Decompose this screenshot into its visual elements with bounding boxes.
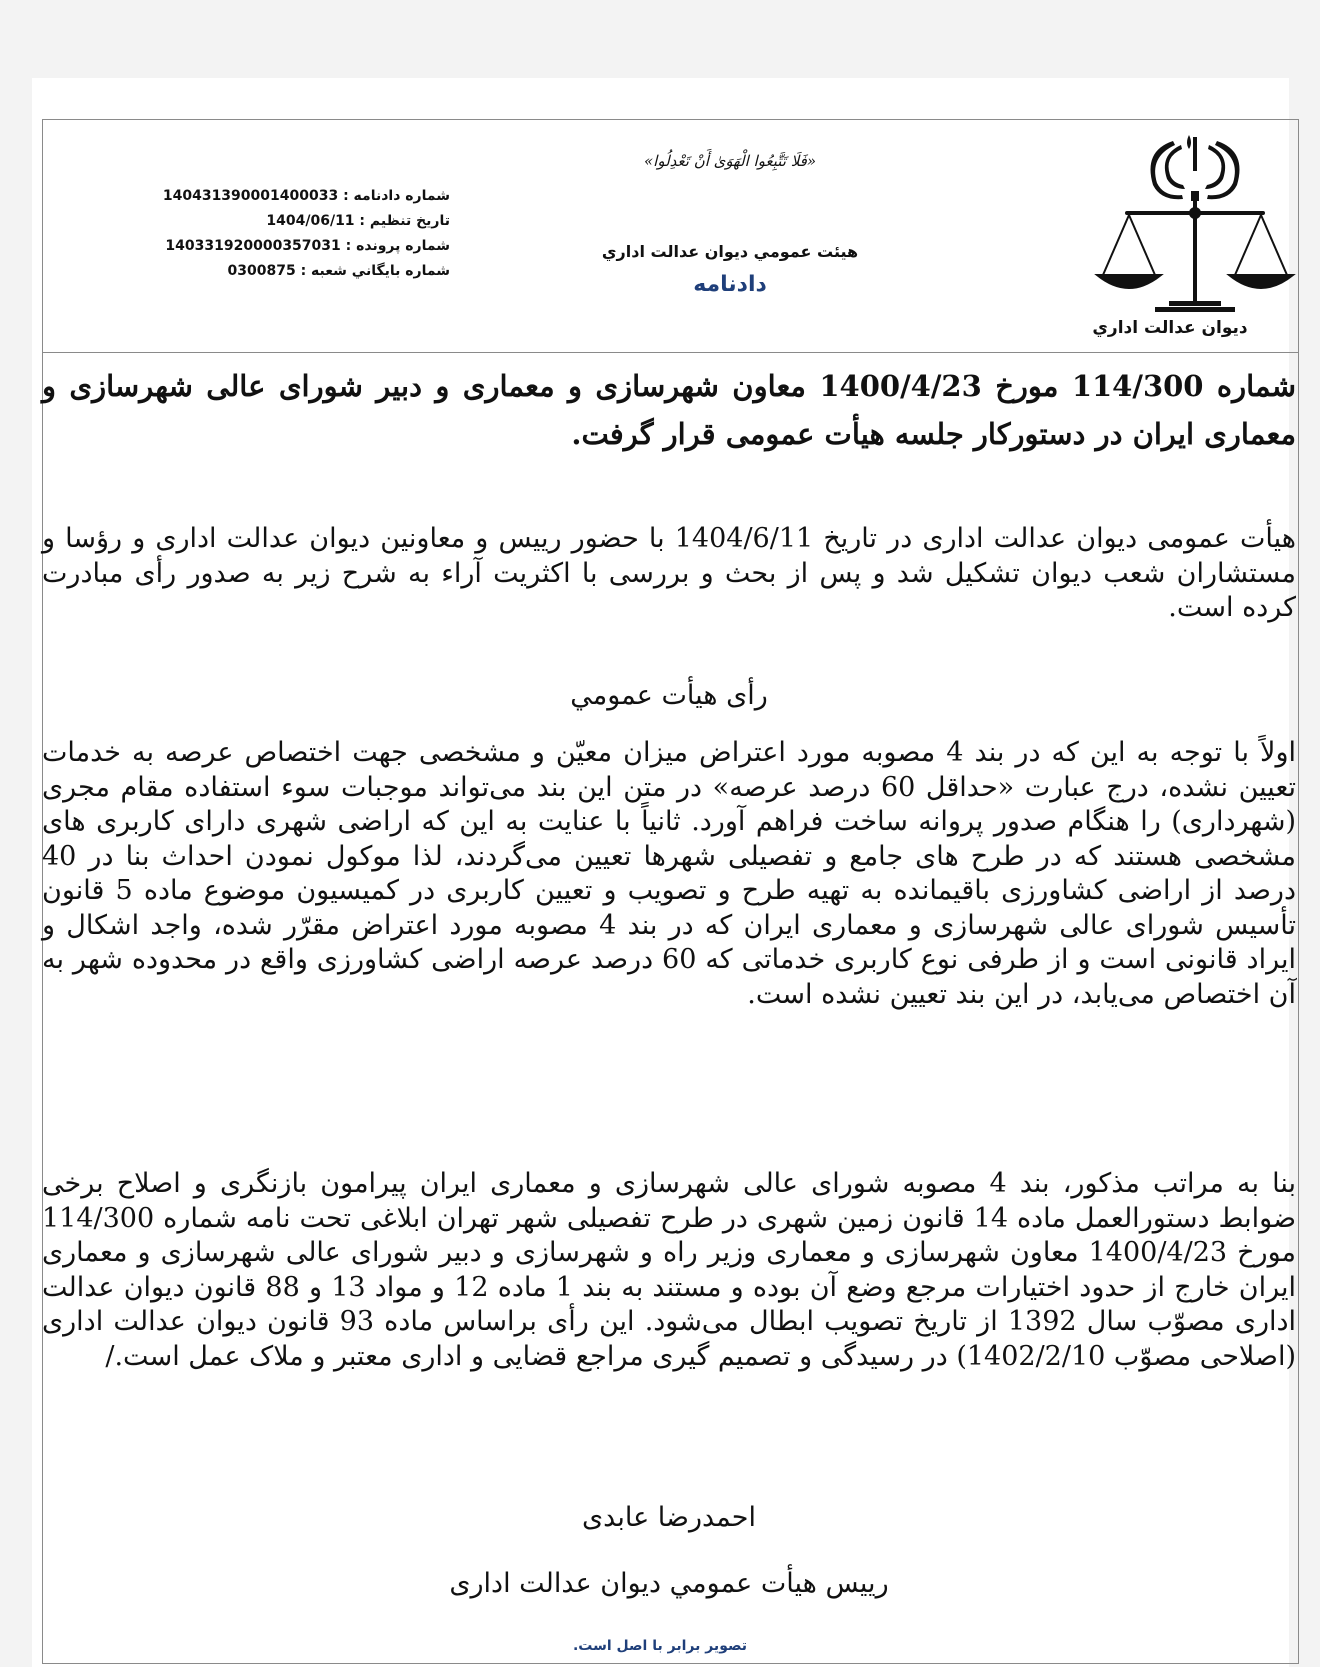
meta-value: 1404/06/11: [266, 213, 355, 229]
certification-note: تصوير برابر با اصل است.: [572, 1638, 748, 1654]
meta-value: 0300875: [227, 263, 296, 279]
session-paragraph: هیأت عمومی دیوان عدالت اداری در تاریخ 1404/6/11 با حضور رییس و معاونین دیوان عدالت اداری و رؤسا و مستشاران شعب دیوان تشکیل شد و پس از بحث و بررسی با اکثریت آراء به شرح زیر به صدور رأی مبادرت کرده است.: [42, 523, 1296, 623]
ruling-paragraph-2: بنا به مراتب مذکور، بند 4 مصوبه شورای عالی شهرسازی و معماری ایران پیرامون بازنگری و اصلاح برخی ضوابط دستورالعمل ماده 14 قانون زمین شهری در طرح تفصیلی شهر تهران ابلاغی تحت نامه شماره 114/300 مورخ 1400/4/23 معاون شهرسازی و معماری وزیر راه و شهرسازی و دبیر شورای عالی شهرسازی و معماری ایران خارج از حدود اختیارات مرجع وضع آن بوده و مستند به بند 1 ماده 12 و مواد 13 و 88 قانون دیوان عدالت اداری مصوّب سال 1392 از تاریخ تصویب ابطال می‌شود. این رأی براساس ماده 93 قانون دیوان عدالت اداری (اصلاحی مصوّب 1402/2/10) در رسیدگی و تصمیم گیری مراجع قضایی و اداری معتبر و ملاک عمل است./: [42, 1168, 1297, 1372]
ruling-paragraph-1: اولاً با توجه به این که در بند 4 مصوبه مورد اعتراض میزان معیّن و مشخصی جهت اختصاص عرصه به خدمات تعیین نشده، درج عبارت «حداقل 60 درصد عرصه» در متن این بند می‌تواند موجبات سوء استفاده مقام مجری (شهرداری) را هنگام صدور پروانه ساخت فراهم آورد. ثانیاً با عنایت به این که اراضی شهری دارای کاربری های مشخصی هستند که در طرح های جامع و تفصیلی شهرها تعیین می‌گردند، لذا موکول نمودن احداث بنا در 40 درصد از اراضی کشاورزی باقیمانده به تهیه طرح و تصویب و تعیین کاربری در کمیسیون موضوع ماده 5 قانون تأسیس شورای عالی شهرسازی و معماری ایران که در بند 4 مصوبه مورد اعتراض مقرّر شده، واجد اشکال و ایراد قانونی است و از طرفی نوع کاربری خدماتی که 60 درصد عرصه اراضی کشاورزی واقع در محدوده شهر به آن اختصاص می‌یابد، در این بند تعیین نشده است.: [42, 737, 1297, 1010]
meta-row-archive-number: [120, 259, 450, 284]
signer-title: رییس هیأت عمومي ديوان عدالت اداری: [449, 1568, 889, 1599]
quran-verse: «فَلَا تَتَّبِعُوا الْهَوَىٰ أَنْ تَعْدِلُوا»: [643, 152, 817, 170]
signer-name: احمدرضا عابدی: [582, 1502, 756, 1533]
meta-value: 140431390001400033: [162, 188, 339, 204]
court-name-label: ديوان عدالت اداري: [1092, 318, 1248, 338]
header-divider: [42, 352, 1299, 353]
meta-value: 140331920000357031: [165, 238, 341, 254]
meta-row-case-number: [120, 234, 450, 259]
meta-label: تاريخ تنظيم :: [359, 213, 450, 229]
meta-label: شماره پرونده :: [345, 238, 450, 254]
court-emblem-icon: [1085, 125, 1305, 325]
ruling-title: رأی هیأت عمومي: [570, 680, 768, 711]
document-type-title: دادنامه: [693, 272, 767, 297]
meta-label: شماره بايگاني شعبه :: [300, 263, 450, 279]
board-name: هيئت عمومي ديوان عدالت اداري: [601, 242, 859, 261]
subject-heading: شماره 114/300 مورخ 1400/4/23 معاون شهرسازی و معماری و دبیر شورای عالی شهرسازی و معماری ایران در دستورکار جلسه هیأت عمومی قرار گرفت.: [42, 369, 1296, 451]
meta-label: شماره دادنامه :: [343, 188, 450, 204]
meta-row-ruling-number: [120, 184, 450, 209]
meta-row-date: [120, 209, 450, 234]
document-meta: [120, 184, 450, 284]
